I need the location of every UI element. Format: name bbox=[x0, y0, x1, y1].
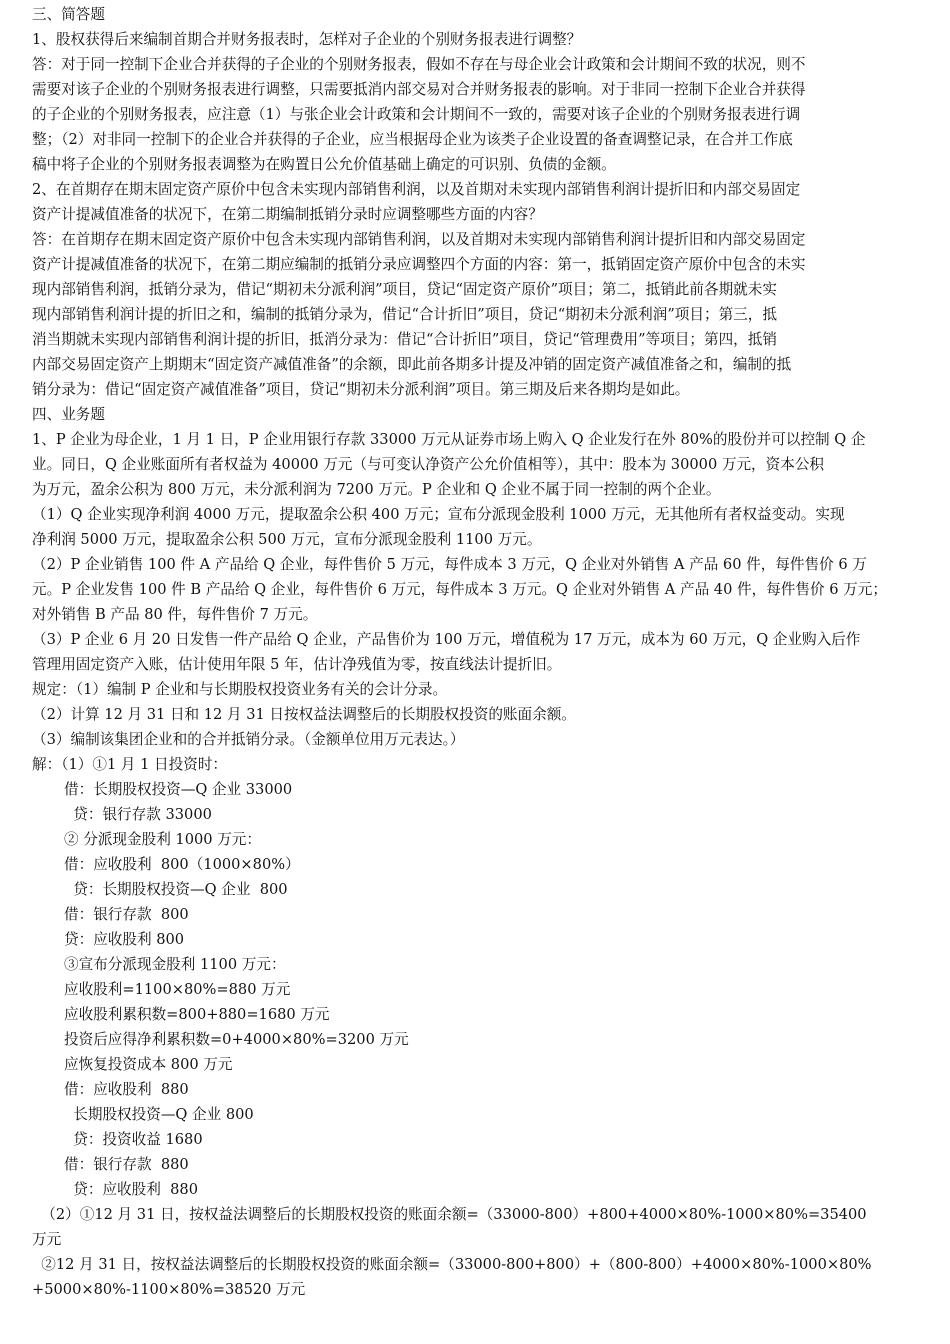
answer-1-line: 需要对该子企业的个别财务报表进行调整，只需要抵消内部交易对合并财务报表的影响。对于非同一控制下企业合并获得 bbox=[32, 81, 806, 98]
solution-heading: 解：（1）①1 月 1 日投资时： bbox=[32, 756, 228, 773]
condition-2-line: 元。P 企业发售 100 件 B 产品给 Q 企业，每件售价 6 万元，每件成本 3 万元。Q 企业对外销售 A 产品 40 件，每件售价 6 万元； bbox=[32, 581, 887, 598]
journal-entry-line: ② 分派现金股利 1000 万元： bbox=[64, 831, 261, 848]
question-2-line: 资产计提减值准备的状况下，在第二期编制抵销分录时应调整哪些方面的内容？ bbox=[32, 206, 543, 223]
answer-2-line: 销分录为：借记“固定资产减值准备”项目，贷记“期初未分派利润”项目。第三期及后来各期均是如此。 bbox=[32, 381, 690, 398]
journal-entry-line: 贷：应收股利 880 bbox=[64, 1181, 198, 1198]
answer-2-line: 答：在首期存在期末固定资产原价中包含未实现内部销售利润，以及首期对未实现内部销售利润计提折旧和内部交易固定 bbox=[32, 231, 806, 248]
answer-1-line: 的子企业的个别财务报表，应注意（1）与张企业会计政策和会计期间不一致的，需要对该子企业的个别财务报表进行调 bbox=[32, 106, 801, 123]
problem-1-intro-line: 1、P 企业为母企业，1 月 1 日，P 企业用银行存款 33000 万元从证券市场上购入 Q 企业发行在外 80%的股份并可以控制 Q 企 bbox=[32, 431, 866, 448]
section-title-short-answer: 三、简答题 bbox=[32, 6, 105, 23]
journal-entry-line: 贷：长期股权投资—Q 企业 800 bbox=[64, 881, 288, 898]
condition-2-line: （2）P 企业销售 100 件 A 产品给 Q 企业，每件售价 5 万元，每件成本 3 万元，Q 企业对外销售 A 产品 60 件，每件售价 6 万 bbox=[32, 556, 867, 573]
condition-3-line: （3）P 企业 6 月 20 日发售一件产品给 Q 企业，产品售价为 100 万元，增值税为 17 万元，成本为 60 万元，Q 企业购入后作 bbox=[32, 631, 861, 648]
section-title-business: 四、业务题 bbox=[32, 406, 105, 423]
part-2b-line: +5000×80%-1100×80%=38520 万元 bbox=[32, 1281, 306, 1298]
part-2-line: （2）①12 月 31 日，按权益法调整后的长期股权投资的账面余额=（33000-800）+800+4000×80%-1000×80%=35400 bbox=[32, 1206, 867, 1223]
problem-1-intro-line: 为万元，盈余公积为 800 万元，未分派利润为 7200 万元。P 企业和 Q 企业不属于同一控制的两个企业。 bbox=[32, 481, 721, 498]
answer-2-line: 资产计提减值准备的状况下，在第二期应编制的抵销分录应调整四个方面的内容：第一，抵销固定资产原价中包含的未实 bbox=[32, 256, 806, 273]
calculation-line: 投资后应得净利累积数=0+4000×80%=3200 万元 bbox=[64, 1031, 409, 1048]
journal-entry-line: 借：应收股利 880 bbox=[64, 1081, 189, 1098]
answer-2-line: 现内部销售利润，抵销分录为，借记“期初未分派利润”项目，贷记“固定资产原价”项目；第二，抵销此前各期就未实 bbox=[32, 281, 777, 298]
answer-2-line: 现内部销售利润计提的折旧之和，编制的抵销分录为，借记“合计折旧”项目，贷记“期初未分派利润”项目；第三，抵 bbox=[32, 306, 777, 323]
answer-2-line: 消当期就未实现内部销售利润计提的折旧，抵消分录为：借记“合计折旧”项目，贷记“管理费用”等项目；第四，抵销 bbox=[32, 331, 777, 348]
journal-entry-line: ③宣布分派现金股利 1100 万元： bbox=[64, 956, 286, 973]
requirement-line: 规定：（1）编制 P 企业和与长期股权投资业务有关的会计分录。 bbox=[32, 681, 448, 698]
condition-3-line: 管理用固定资产入账，估计使用年限 5 年，估计净残值为零，按直线法计提折旧。 bbox=[32, 656, 562, 673]
journal-entry-line: 借：银行存款 880 bbox=[64, 1156, 189, 1173]
journal-entry-line: 贷：应收股利 800 bbox=[64, 931, 185, 948]
requirement-line: （2）计算 12 月 31 日和 12 月 31 日按权益法调整后的长期股权投资的账面余额。 bbox=[32, 706, 576, 723]
answer-1-line: 答：对于同一控制下企业合并获得的子企业的个别财务报表，假如不存在与母企业会计政策和会计期间不致的状况，则不 bbox=[32, 56, 806, 73]
calculation-line: 应收股利=1100×80%=880 万元 bbox=[64, 981, 291, 998]
part-2b-line: ②12 月 31 日，按权益法调整后的长期股权投资的账面余额=（33000-800+800）+（800-800）+4000×80%-1000×80% bbox=[32, 1256, 872, 1273]
calculation-line: 应恢复投资成本 800 万元 bbox=[64, 1056, 233, 1073]
answer-1-line: 稿中将子企业的个别财务报表调整为在购置日公允价值基础上确定的可识别、负债的金额。 bbox=[32, 156, 616, 173]
answer-2-line: 内部交易固定资产上期期末“固定资产减值准备”的余额，即此前各期多计提及冲销的固定资产减值准备之和，编制的抵 bbox=[32, 356, 792, 373]
answer-1-line: 整；（2）对非同一控制下的企业合并获得的子企业，应当根据母企业为该类子企业设置的备查调整记录，在合并工作底 bbox=[32, 131, 793, 148]
requirement-line: （3）编制该集团企业和的合并抵销分录。（金额单位用万元表达。） bbox=[32, 731, 465, 748]
journal-entry-line: 贷：银行存款 33000 bbox=[64, 806, 212, 823]
journal-entry-line: 贷：投资收益 1680 bbox=[64, 1131, 203, 1148]
condition-1-line: （1）Q 企业实现净利润 4000 万元，提取盈余公积 400 万元；宣布分派现金股利 1000 万元，无其他所有者权益变动。实现 bbox=[32, 506, 845, 523]
part-2-line: 万元 bbox=[32, 1231, 62, 1248]
question-1: 1、股权获得后来编制首期合并财务报表时，怎样对子企业的个别财务报表进行调整？ bbox=[32, 31, 582, 48]
problem-1-intro-line: 业。同日，Q 企业账面所有者权益为 40000 万元（与可变认净资产公允价值相等），其中：股本为 30000 万元，资本公积 bbox=[32, 456, 825, 473]
calculation-line: 应收股利累积数=800+880=1680 万元 bbox=[64, 1006, 330, 1023]
journal-entry-line: 借：长期股权投资—Q 企业 33000 bbox=[64, 781, 293, 798]
journal-entry-line: 借：应收股利 800（1000×80%） bbox=[64, 856, 300, 873]
journal-entry-line: 长期股权投资—Q 企业 800 bbox=[64, 1106, 254, 1123]
question-2-line: 2、在首期存在期末固定资产原价中包含未实现内部销售利润，以及首期对未实现内部销售利润计提折旧和内部交易固定 bbox=[32, 181, 801, 198]
condition-2-line: 对外销售 B 产品 80 件，每件售价 7 万元。 bbox=[32, 606, 318, 623]
condition-1-line: 净利润 5000 万元，提取盈余公积 500 万元，宣布分派现金股利 1100 万元。 bbox=[32, 531, 542, 548]
journal-entry-line: 借：银行存款 800 bbox=[64, 906, 189, 923]
